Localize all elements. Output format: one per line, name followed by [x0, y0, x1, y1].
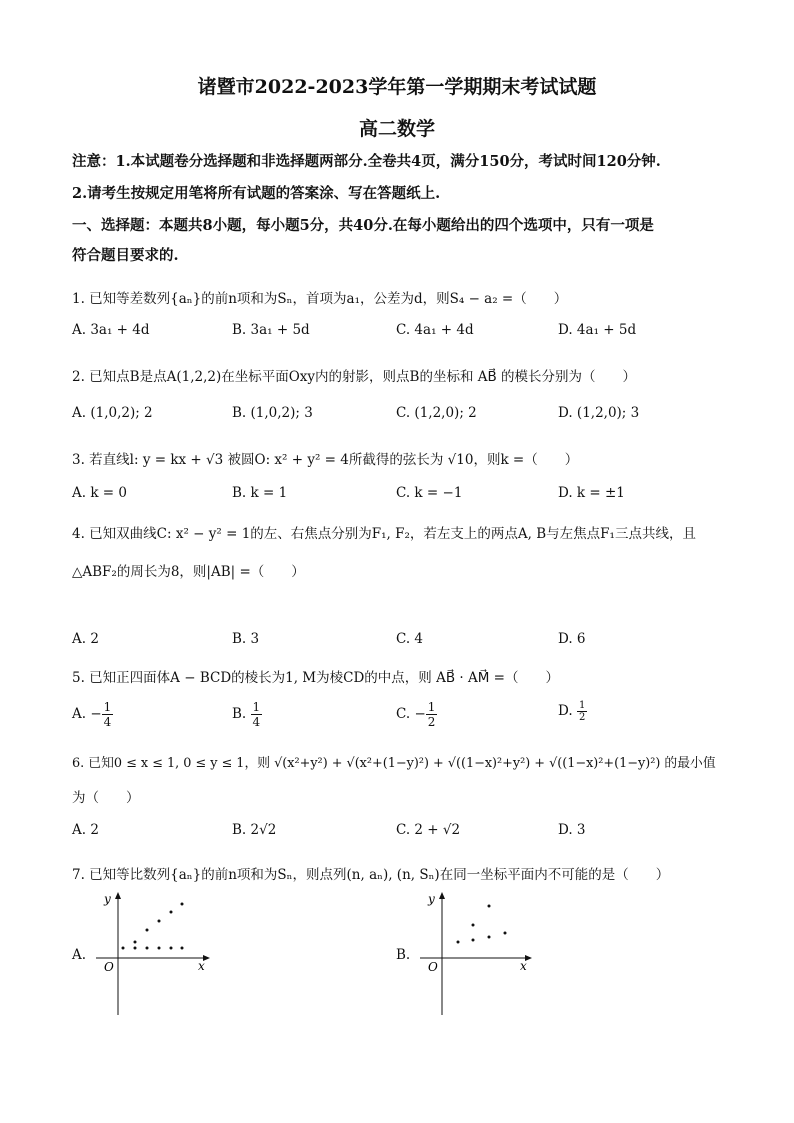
question-2-option-c[interactable]: C. (1,2,0); 2: [396, 405, 477, 421]
question-7-graph-b: [412, 890, 542, 1020]
question-2-option-b[interactable]: B. (1,0,2); 3: [232, 405, 313, 421]
option-letter: B.: [232, 706, 247, 722]
question-2-stem: 2. 已知点B是点A(1,2,2)在坐标平面Oxy内的射影，则点B的坐标和 AB⃗ 的模长分别为（ ）: [72, 369, 637, 385]
origin-label: O: [104, 960, 114, 974]
fraction-sign: −: [90, 706, 102, 722]
fraction-sign: −: [414, 706, 426, 722]
question-4-option-c[interactable]: C. 4: [396, 631, 424, 647]
exam-subtitle: 高二数学: [358, 118, 435, 140]
question-4-option-a[interactable]: A. 2: [72, 631, 99, 647]
section-1-heading-cont: 符合题目要求的.: [72, 247, 179, 264]
question-5-option-b[interactable]: [232, 700, 262, 729]
question-6-option-a[interactable]: A. 2: [72, 822, 99, 838]
option-letter: C.: [396, 706, 411, 722]
x-axis-label: x: [198, 959, 205, 973]
question-3-option-b[interactable]: B. k = 1: [232, 485, 288, 501]
question-6-option-d[interactable]: D. 3: [558, 822, 586, 838]
y-axis-label: y: [104, 892, 111, 906]
x-axis-label: x: [520, 959, 527, 973]
y-axis-arrow: [115, 892, 121, 899]
question-6-stem-cont: 为（ ）: [72, 790, 140, 806]
question-3-option-d[interactable]: D. k = ±1: [558, 485, 625, 501]
question-6-stem: 6. 已知0 ≤ x ≤ 1, 0 ≤ y ≤ 1，则 √(x²+y²) + √(x²+(1−y)²) + √((1−x)²+y²) + √((1−x)²+(1−y)²) 的最小值: [72, 756, 716, 771]
question-7-graph-a: [90, 890, 220, 1020]
question-1-option-c[interactable]: C. 4a₁ + 4d: [396, 322, 474, 338]
question-5-option-c[interactable]: [396, 700, 437, 729]
question-3-option-c[interactable]: C. k = −1: [396, 485, 463, 501]
option-letter: D.: [558, 703, 573, 719]
exam-title: 诸暨市2022-2023学年第一学期期末考试试题: [197, 76, 597, 98]
fraction: $\frac{1}{4}$: [252, 700, 261, 729]
question-7-stem: 7. 已知等比数列{aₙ}的前n项和为Sₙ，则点列(n, aₙ), (n, Sₙ)在同一坐标平面内不可能的是（ ）: [72, 867, 670, 883]
question-4-option-b[interactable]: B. 3: [232, 631, 260, 647]
question-4-stem: 4. 已知双曲线C: x² − y² = 1的左、右焦点分别为F₁, F₂，若左支上的两点A, B与左焦点F₁三点共线，且: [72, 526, 696, 542]
question-6-option-b[interactable]: B. 2√2: [232, 822, 277, 838]
question-7-option-b[interactable]: B.: [396, 947, 411, 963]
question-2-option-a[interactable]: A. (1,0,2); 2: [72, 405, 153, 421]
question-5-stem: 5. 已知正四面体A − BCD的棱长为1, M为棱CD的中点，则 AB⃗ · AM⃗ =（ ）: [72, 670, 559, 686]
question-5-option-a[interactable]: [72, 700, 113, 729]
fraction: $\frac{1}{2}$: [578, 700, 586, 723]
note-line-2: 2.请考生按规定用笔将所有试题的答案涂、写在答题纸上.: [72, 185, 441, 202]
point-series-b: [457, 905, 507, 944]
question-6-option-c[interactable]: C. 2 + √2: [396, 822, 461, 838]
note-line-1: 注意：1.本试题卷分选择题和非选择题两部分.全卷共4页，满分150分，考试时间120分钟.: [72, 153, 661, 170]
question-3-stem: 3. 若直线l: y = kx + √3 被圆O: x² + y² = 4所截得的弦长为 √10，则k =（ ）: [72, 452, 579, 468]
option-letter: A.: [72, 706, 87, 722]
question-1-option-d[interactable]: D. 4a₁ + 5d: [558, 322, 637, 338]
question-1-stem: 1. 已知等差数列{aₙ}的前n项和为Sₙ，首项为a₁，公差为d，则S₄ − a₂ =（ ）: [72, 291, 568, 307]
question-1-option-b[interactable]: B. 3a₁ + 5d: [232, 322, 310, 338]
point-series-a: [122, 903, 184, 950]
origin-label: O: [428, 960, 438, 974]
question-3-option-a[interactable]: A. k = 0: [72, 485, 127, 501]
fraction: $\frac{1}{4}$: [103, 700, 112, 729]
fraction: $\frac{1}{2}$: [427, 700, 436, 729]
question-1-option-a[interactable]: A. 3a₁ + 4d: [72, 322, 150, 338]
question-7-option-a[interactable]: A.: [72, 947, 87, 963]
y-axis-label: y: [428, 892, 435, 906]
question-2-option-d[interactable]: D. (1,2,0); 3: [558, 405, 640, 421]
y-axis-arrow: [439, 892, 445, 899]
question-4-option-d[interactable]: D. 6: [558, 631, 586, 647]
question-4-stem-cont: △ABF₂的周长为8，则|AB| =（ ）: [72, 564, 305, 580]
question-5-option-d[interactable]: [558, 700, 587, 723]
section-1-heading: 一、选择题：本题共8小题，每小题5分，共40分.在每小题给出的四个选项中，只有一项是: [72, 217, 654, 234]
